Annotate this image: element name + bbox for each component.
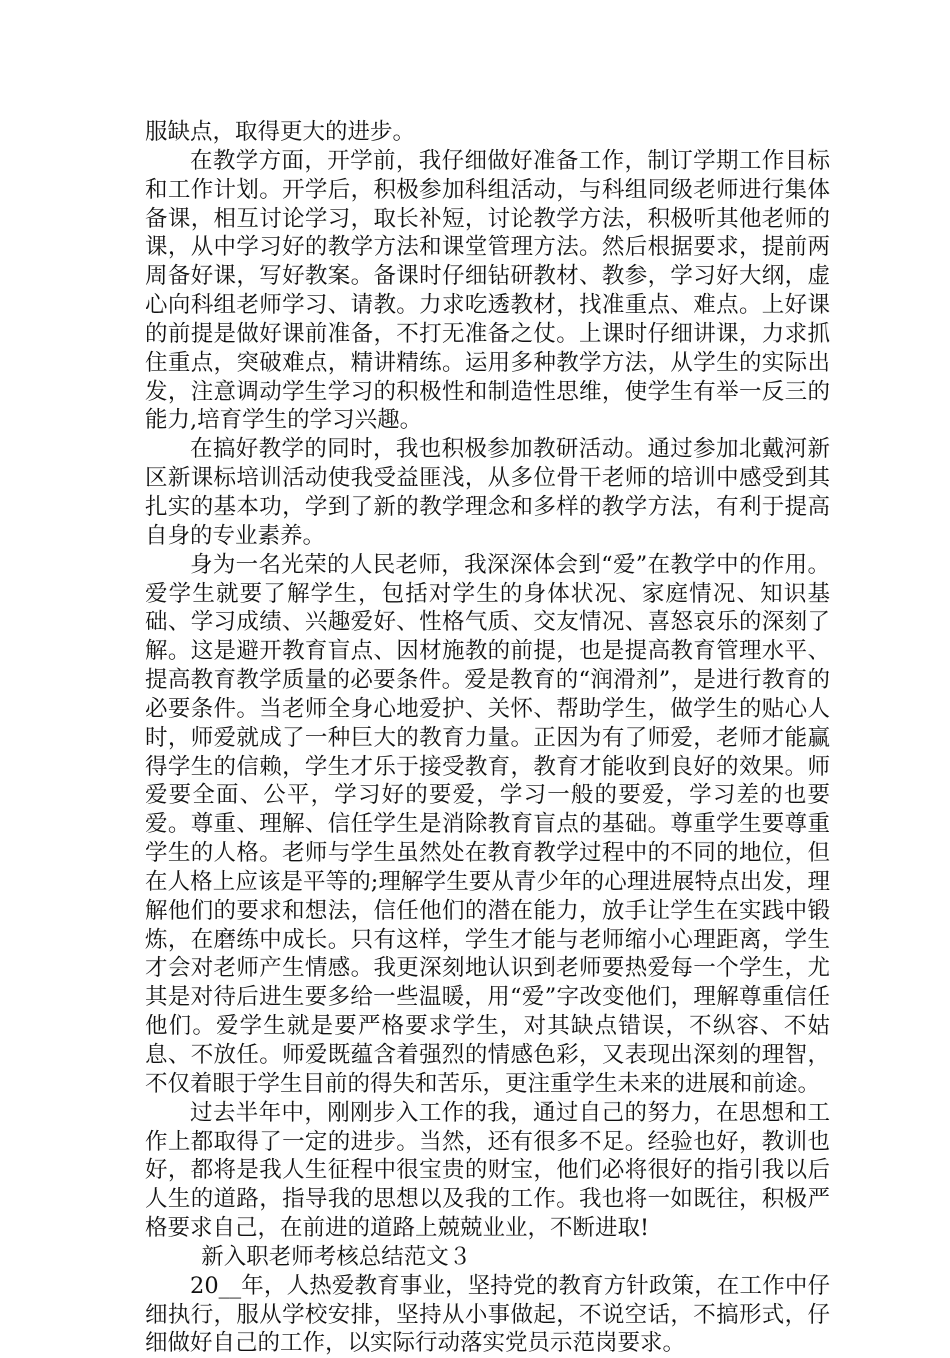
section-heading: 新入职老师考核总结范文３ bbox=[201, 1243, 472, 1270]
paragraph-research: 在搞好教学的同时，我也积极参加教研活动。通过参加北戴河新区新课标培训活动使我受益匪浅，从多位骨干老师的培训中感受到其扎实的基本功，学到了新的教学理念和多样的教学方法，有利于提高自身的专业素养。 bbox=[145, 436, 830, 549]
document-page bbox=[145, 118, 830, 1358]
paragraph-teaching: 在教学方面，开学前，我仔细做好准备工作，制订学期工作目标和工作计划。开学后，积极参加科组活动，与科组同级老师进行集体备课，相互讨论学习，取长补短，讨论教学方法，积极听其他老师的课，从中学习好的教学方法和课堂管理方法。然后根据要求，提前两周备好课，写好教案。备课时仔细钻研教材、教参，学习好大纲，虚心向科组老师学习、请教。力求吃透教材，找准重点、难点。上好课的前提是做好课前准备，不打无准备之仗。上课时仔细讲课，力求抓住重点，突破难点，精讲精练。运用多种教学方法，从学生的实际出发，注意调动学生学习的积极性和制造性思维，使学生有举一反三的能力,培育学生的学习兴趣。 bbox=[145, 147, 830, 434]
paragraph-summary: 过去半年中，刚刚步入工作的我，通过自己的努力，在思想和工作上都取得了一定的进步。当然，还有很多不足。经验也好，教训也好，都将是我人生征程中很宝贵的财宝，他们必将很好的指引我以后人生的道路，指导我的思想以及我的工作。我也将一如既往，积极严格要求自己，在前进的道路上兢兢业业，不断进取! bbox=[145, 1099, 830, 1242]
paragraph-closing: 20__年，人热爱教育事业，坚持党的教育方针政策，在工作中仔细执行，服从学校安排，坚持从小事做起，不说空话，不搞形式，仔细做好自己的工作，以实际行动落实党员示范岗要求。 bbox=[145, 1272, 830, 1357]
paragraph-continuation: 服缺点，取得更大的进步。 bbox=[145, 119, 416, 145]
paragraph-love: 身为一名光荣的人民老师，我深深体会到“爱”在教学中的作用。爱学生就要了解学生，包括对学生的身体状况、家庭情况、知识基础、学习成绩、兴趣爱好、性格气质、交友情况、喜怒哀乐的深刻了解。这是避开教育盲点、因材施教的前提，也是提高教育管理水平、提高教育教学质量的必要条件。爱是教育的“润滑剂”，是进行教育的必要条件。当老师全身心地爱护、关怀、帮助学生，做学生的贴心人时，师爱就成了一种巨大的教育力量。正因为有了师爱，老师才能赢得学生的信赖，学生才乐于接受教育，教育才能收到良好的效果。师爱要全面、公平，学习好的要爱，学习一般的要爱，学习差的也要爱。尊重、理解、信任学生是消除教育盲点的基础。尊重学生要尊重学生的人格。老师与学生虽然处在教育教学过程中的不同的地位，但在人格上应该是平等的;理解学生要从青少年的心理进展特点出发，理解他们的要求和想法，信任他们的潜在能力，放手让学生在实践中锻炼，在磨练中成长。只有这样，学生才能与老师缩小心理距离，学生才会对老师产生情感。我更深刻地认识到老师要热爱每一个学生，尤其是对待后进生要多给一些温暖，用“爱”字改变他们，理解尊重信任他们。爱学生就是要严格要求学生，对其缺点错误，不纵容、不姑息、不放任。师爱既蕴含着强烈的情感色彩，又表现出深刻的理智，不仅着眼于学生目前的得失和苦乐，更注重学生未来的进展和前途。 bbox=[145, 551, 830, 1097]
